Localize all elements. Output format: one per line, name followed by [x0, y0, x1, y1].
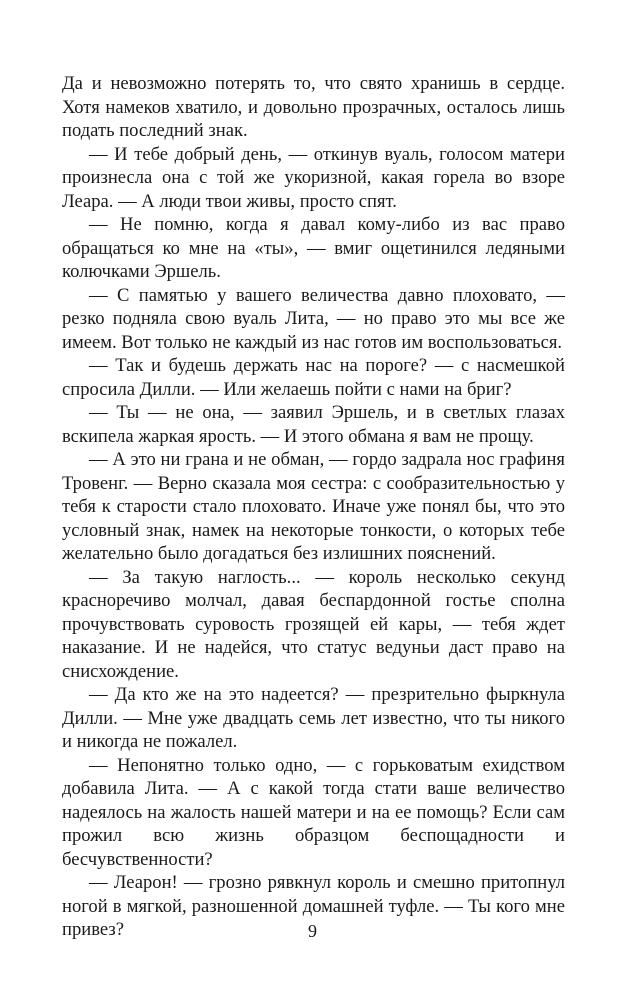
paragraph: — Так и будешь держать нас на пороге? — с насмешкой спросила Дилли. — Или желаешь пойти с нами на бриг? [62, 355, 565, 400]
page-body [62, 72, 565, 942]
paragraph: Да и невозможно потерять то, что свято хранишь в сердце. Хотя намеков хватило, и довольно прозрачных, осталось лишь подать последний знак. [62, 73, 565, 141]
paragraph: — За такую наглость... — король несколько секунд красноречиво молчал, давая беспардонной гостье сполна прочувствовать суровость грозящей ей кары, — тебя ждет наказание. И не надейся, что статус ведуньи даст право на снисхождение. [62, 566, 565, 682]
paragraph: — Леарон! — грозно рявкнул король и смешно притопнул ногой в мягкой, разношенной домашней туфле. — Ты кого мне привез? [62, 872, 565, 940]
paragraph: — Да кто же на это надеется? — презрительно фыркнула Дилли. — Мне уже двадцать семь лет известно, что ты никого и никогда не пожалел. [62, 684, 565, 752]
paragraph: — С памятью у вашего величества давно плоховато, — резко подняла свою вуаль Лита, — но право это мы все же имеем. Вот только не каждый из нас готов им воспользоваться. [62, 284, 565, 353]
paragraph: — Ты — не она, — заявил Эршель, и в светлых глазах вскипела жаркая ярость. — И этого обмана я вам не прощу. [62, 402, 565, 447]
paragraph: — Непонятно только одно, — с горьковатым ехидством добавила Лита. — А с какой тогда стати ваше величество надеялось на жалость нашей матери и на ее помощь? Если сам прожил всю жизнь образцом беспощадности и бесчувственности? [62, 754, 565, 870]
paragraph: — А это ни грана и не обман, — гордо задрала нос графиня Тровенг. — Верно сказала моя сестра: с сообразительностью у тебя к старости стало плоховато. Иначе уже понял бы, что это условный знак, намек на некоторые тонкости, о которых тебе желательно было догадаться без излишних пояснений. [62, 449, 565, 564]
paragraph: — И тебе добрый день, — откинув вуаль, голосом матери произнесла она с той же укоризной, какая горела во взоре Леара. — А люди твои живы, просто спят. [62, 143, 565, 212]
paragraph: — Не помню, когда я давал кому-либо из вас право обращаться ко мне на «ты», — вмиг ощетинился ледяными колючками Эршель. [62, 214, 565, 282]
page-number: 9 [308, 921, 317, 941]
